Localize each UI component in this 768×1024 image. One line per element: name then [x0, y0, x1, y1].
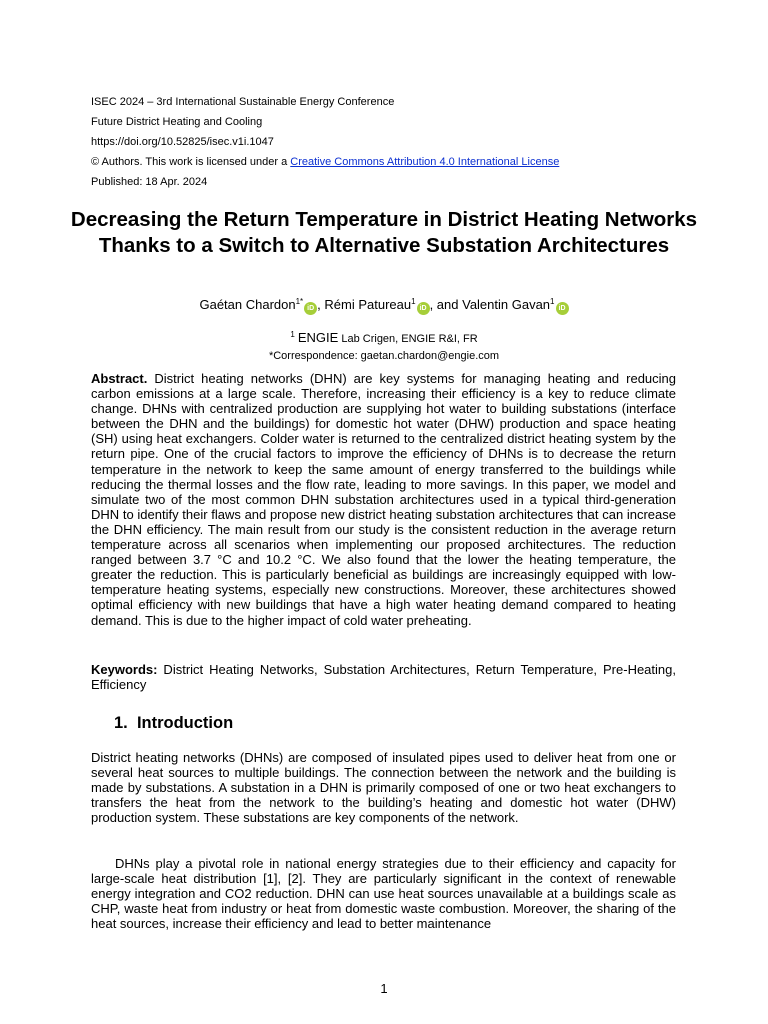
keywords-text: District Heating Networks, Substation Architectures, Return Temperature, Pre-Heating, Efficiency — [91, 662, 676, 693]
section-title: Introduction — [136, 714, 234, 732]
abstract-text: District heating networks (DHN) are key systems for managing heating and reducing carbon emissions at a large scale. Therefore, increasing their efficiency is a key to reduce climate change. DHNs with centralized production are supplying hot water to building substations (interface between the DHN and the buildings) for domestic hot water (DHW) production and space heating (SH) using heat exchangers. Colder water is returned to the centralized district heating system by the return pipe. One of the crucial factors to improve the efficiency of DHNs is to decrease the return temperature in the network to keep the same amount of energy transferred to the buildings while reducing the thermal losses and the flow rate, leading to more savings. In this paper, we model and simulate two of the most common DHN substation architectures used in a typical third-generation DHN to identify their flaws and propose new district heating substation architectures that can increase the DHN efficiency. The main result from our study is the consistent reduction in the average return temperature across all scenarios when implementing our proposed architectures. The reduction ranged between 3.7 °C and 10.2 °C. We also found that the lower the heating temperature, the greater the reduction. This is particularly beneficial as buildings are increasingly equipped with low-temperature heating systems, especially new constructions. Moreover, these architectures showed optimal efficiency with new buildings that have a high water heating demand compared to heating demand. This is due to the higher impact of cold water preheating. — [91, 371, 676, 628]
license-line — [91, 152, 559, 172]
published-line: Published: 18 Apr. 2024 — [91, 176, 208, 188]
author-affiliation-marker: 1 — [550, 297, 555, 306]
license-prefix: © Authors. This work is licensed under a — [91, 156, 291, 168]
keywords-label: Keywords: — [91, 662, 158, 677]
affiliation — [0, 330, 768, 345]
author-affiliation-marker: 1 — [411, 297, 416, 306]
license-link[interactable]: Creative Commons Attribution 4.0 International License — [290, 156, 560, 168]
author-name: Valentin Gavan — [462, 297, 551, 312]
author-name: Gaétan Chardon — [199, 297, 296, 312]
author-affiliation-marker: 1* — [295, 297, 304, 306]
doi-line: https://doi.org/10.52825/isec.v1i.1047 — [91, 136, 274, 148]
author-separator: , and — [429, 297, 463, 312]
author-separator: , — [317, 297, 325, 312]
section-number: 1. — [114, 714, 128, 732]
track-line: Future District Heating and Cooling — [91, 116, 263, 128]
affiliation-marker: 1 — [290, 330, 295, 339]
conference-line: ISEC 2024 – 3rd International Sustainable Energy Conference — [91, 96, 395, 108]
journal-header — [91, 92, 559, 192]
abstract-label: Abstract. — [91, 371, 148, 386]
body-paragraph: DHNs play a pivotal role in national energy strategies due to their efficiency and capacity for large-scale heat distribution [1], [2]. They are particularly significant in the context of renewable energy integration and CO2 reduction. DHN can use heat sources unavailable at a buildings scale as CHP, waste heat from industry or heat from domestic waste combustion. Moreover, the sharing of the heat sources, increase their efficiency and lead to better maintenance — [91, 856, 676, 932]
orcid-icon[interactable]: iD — [417, 302, 430, 315]
author-name: Rémi Patureau — [324, 297, 412, 312]
orcid-icon[interactable]: iD — [556, 302, 569, 315]
orcid-icon[interactable]: iD — [304, 302, 317, 315]
abstract — [91, 371, 676, 628]
section-heading — [114, 714, 233, 733]
body-paragraph: District heating networks (DHNs) are composed of insulated pipes used to deliver heat from one or several heat sources to multiple buildings. The connection between the network and the building is made by substations. A substation in a DHN is primarily composed of one or two heat exchangers to transfers the heat from the network to the building’s heating and domestic hot water (DHW) production system. These substations are key components of the network. — [91, 750, 676, 826]
author-list — [0, 297, 768, 315]
affiliation-org: ENGIE — [297, 330, 339, 345]
correspondence: *Correspondence: gaetan.chardon@engie.com — [268, 350, 500, 362]
page-number: 1 — [380, 981, 388, 996]
keywords — [91, 662, 676, 692]
affiliation-detail: Lab Crigen, ENGIE R&I, FR — [338, 333, 478, 345]
paper-title: Decreasing the Return Temperature in District Heating Networks Thanks to a Switch to Alternative Substation Architectures — [70, 208, 698, 257]
